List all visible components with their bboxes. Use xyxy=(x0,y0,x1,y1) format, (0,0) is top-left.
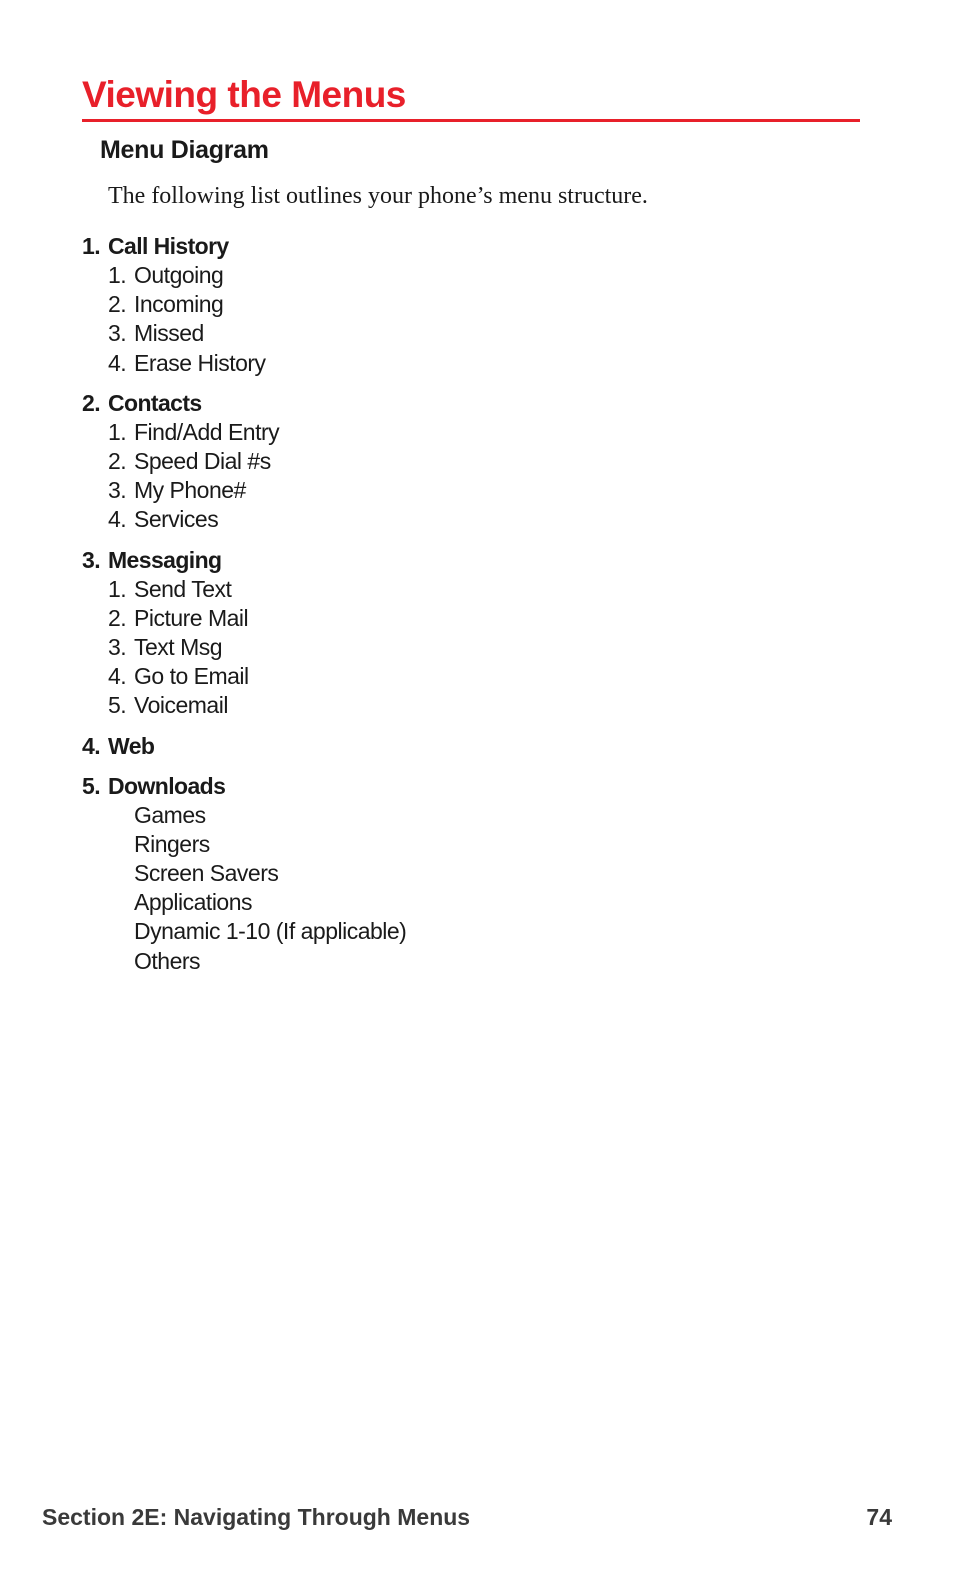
submenu-item-label: Services xyxy=(134,506,219,533)
menu-section-label: Contacts xyxy=(108,389,202,416)
submenu-item-number: 2. xyxy=(108,448,127,475)
submenu-item-label: My Phone# xyxy=(134,477,246,504)
menu-section-messaging xyxy=(82,546,782,721)
menu-section-label: Messaging xyxy=(108,546,222,573)
submenu-item xyxy=(82,319,782,348)
submenu-item xyxy=(82,691,782,720)
submenu-item-label: Speed Dial #s xyxy=(134,448,271,475)
submenu-item xyxy=(82,604,782,633)
submenu-item-number: 4. xyxy=(108,349,127,376)
submenu-item xyxy=(82,801,782,830)
menu-section-heading xyxy=(82,546,782,575)
submenu-item xyxy=(82,662,782,691)
submenu-item-label: Missed xyxy=(134,320,204,347)
submenu-item-label: Picture Mail xyxy=(134,604,249,631)
footer-page-number: 74 xyxy=(866,1504,892,1530)
menu-section-heading xyxy=(82,772,782,801)
submenu-item xyxy=(82,917,782,946)
submenu-item-number: 5. xyxy=(108,692,127,719)
menu-section-downloads xyxy=(82,772,782,976)
submenu-item xyxy=(82,261,782,290)
submenu-item-number: 1. xyxy=(108,575,127,602)
title-divider xyxy=(82,119,860,122)
submenu-item xyxy=(82,575,782,604)
menu-section-number: 3. xyxy=(82,546,100,573)
menu-section-heading xyxy=(82,232,782,261)
submenu-item xyxy=(82,830,782,859)
menu-section-heading xyxy=(82,389,782,418)
menu-section-heading xyxy=(82,732,782,761)
submenu-item-number: 2. xyxy=(108,604,127,631)
menu-section-number: 2. xyxy=(82,389,100,416)
submenu-item xyxy=(82,447,782,476)
menu-section-number: 4. xyxy=(82,732,100,759)
menu-section-web xyxy=(82,732,782,761)
submenu-item xyxy=(82,859,782,888)
submenu-item-number: 3. xyxy=(108,320,127,347)
submenu-item-label: Incoming xyxy=(134,291,224,318)
submenu-item-label: Others xyxy=(134,947,201,974)
submenu-item-label: Games xyxy=(134,801,206,828)
submenu-item-label: Find/Add Entry xyxy=(134,418,280,445)
submenu-item-label: Screen Savers xyxy=(134,860,279,887)
submenu-item-label: Text Msg xyxy=(134,634,223,661)
submenu-item-label: Outgoing xyxy=(134,262,224,288)
submenu-item-label: Send Text xyxy=(134,575,232,602)
submenu-item-number: 3. xyxy=(108,477,127,504)
submenu-item xyxy=(82,888,782,917)
menu-section-contacts xyxy=(82,389,782,535)
menu-section-call-history xyxy=(82,232,782,378)
submenu-item-number: 4. xyxy=(108,506,127,533)
submenu-item-number: 2. xyxy=(108,291,127,318)
submenu-item xyxy=(82,418,782,447)
submenu-item-label: Applications xyxy=(134,889,253,916)
menu-section-label: Web xyxy=(108,732,155,759)
submenu-item xyxy=(82,476,782,505)
footer-section-label: Section 2E: Navigating Through Menus xyxy=(42,1504,471,1530)
submenu-item-label: Ringers xyxy=(134,830,210,857)
submenu-list xyxy=(82,261,782,378)
page-title: Viewing the Menus xyxy=(82,74,406,115)
section-subtitle: Menu Diagram xyxy=(100,136,269,164)
submenu-item-label: Erase History xyxy=(134,349,266,376)
intro-text: The following list outlines your phone’s menu structure. xyxy=(108,183,648,209)
submenu-item xyxy=(82,290,782,319)
submenu-list xyxy=(82,575,782,721)
submenu-item-label: Dynamic 1-10 (If applicable) xyxy=(134,918,407,945)
submenu-item-number: 4. xyxy=(108,663,127,690)
menu-diagram xyxy=(82,232,782,987)
submenu-list xyxy=(82,418,782,535)
submenu-item xyxy=(82,505,782,534)
menu-section-label: Downloads xyxy=(108,772,226,799)
submenu-item xyxy=(82,633,782,662)
submenu-item-number: 1. xyxy=(108,262,127,288)
submenu-item-label: Voicemail xyxy=(134,692,228,719)
submenu-item-number: 1. xyxy=(108,418,127,445)
submenu-list xyxy=(82,801,782,976)
menu-section-number: 1. xyxy=(82,233,100,259)
menu-section-number: 5. xyxy=(82,772,100,799)
submenu-item-label: Go to Email xyxy=(134,663,249,690)
menu-section-label: Call History xyxy=(108,233,229,259)
submenu-item xyxy=(82,349,782,378)
submenu-item xyxy=(82,947,782,976)
submenu-item-number: 3. xyxy=(108,634,127,661)
